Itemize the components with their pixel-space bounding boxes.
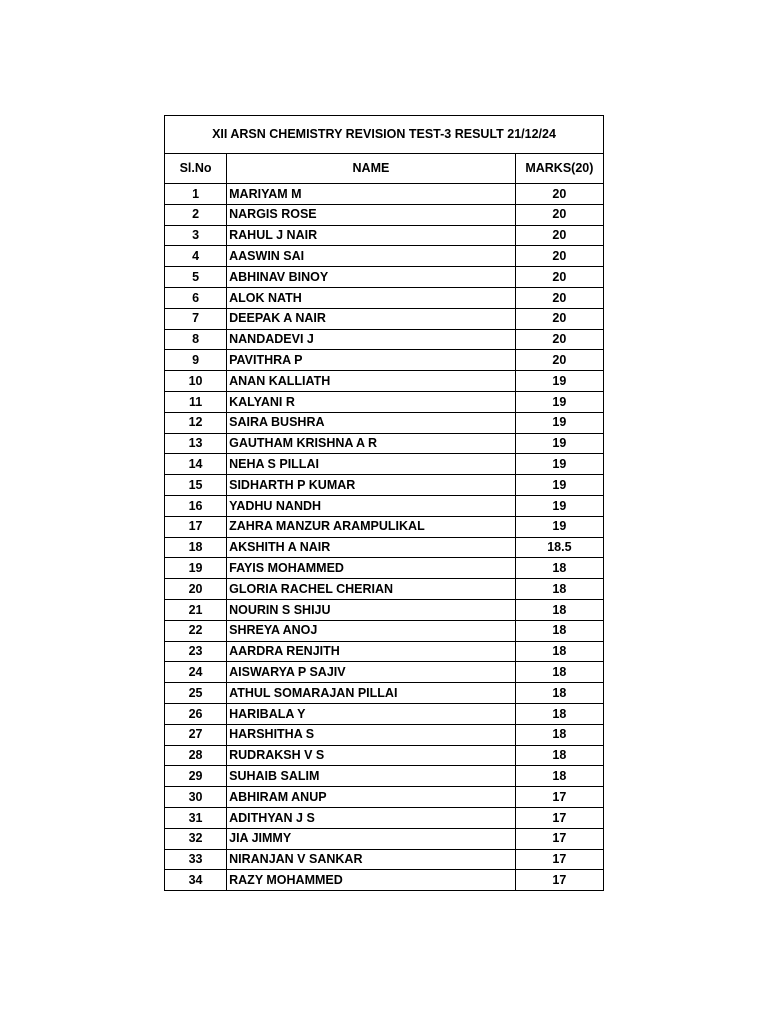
sl-no-cell: 13 (165, 433, 227, 454)
sl-no-cell: 16 (165, 495, 227, 516)
marks-cell: 18 (515, 599, 603, 620)
marks-cell: 18 (515, 766, 603, 787)
table-row (165, 433, 604, 454)
marks-cell: 19 (515, 412, 603, 433)
sl-no-cell: 28 (165, 745, 227, 766)
name-cell: RAZY MOHAMMED (227, 870, 516, 891)
marks-cell: 19 (515, 391, 603, 412)
marks-cell: 17 (515, 807, 603, 828)
table-row (165, 662, 604, 683)
name-cell: RUDRAKSH V S (227, 745, 516, 766)
marks-cell: 20 (515, 204, 603, 225)
sl-no-cell: 31 (165, 807, 227, 828)
marks-cell: 18 (515, 641, 603, 662)
marks-cell: 18 (515, 703, 603, 724)
table-row (165, 828, 604, 849)
marks-cell: 18.5 (515, 537, 603, 558)
table-row (165, 745, 604, 766)
marks-cell: 20 (515, 350, 603, 371)
marks-cell: 20 (515, 329, 603, 350)
name-cell: ZAHRA MANZUR ARAMPULIKAL (227, 516, 516, 537)
name-cell: ANAN KALLIATH (227, 371, 516, 392)
sl-no-cell: 11 (165, 391, 227, 412)
marks-cell: 18 (515, 662, 603, 683)
sl-no-cell: 19 (165, 558, 227, 579)
table-row (165, 766, 604, 787)
sl-no-cell: 3 (165, 225, 227, 246)
sl-no-cell: 29 (165, 766, 227, 787)
marks-cell: 20 (515, 225, 603, 246)
sl-no-cell: 33 (165, 849, 227, 870)
table-row (165, 516, 604, 537)
marks-cell: 20 (515, 246, 603, 267)
table-row (165, 287, 604, 308)
marks-cell: 19 (515, 516, 603, 537)
name-cell: ALOK NATH (227, 287, 516, 308)
table-row (165, 703, 604, 724)
table-row (165, 371, 604, 392)
table-row (165, 724, 604, 745)
table-row (165, 412, 604, 433)
table-row (165, 641, 604, 662)
table-row (165, 329, 604, 350)
sl-no-cell: 8 (165, 329, 227, 350)
table-row (165, 391, 604, 412)
marks-cell: 20 (515, 267, 603, 288)
header-name: NAME (227, 154, 516, 184)
table-row (165, 184, 604, 205)
name-cell: HARSHITHA S (227, 724, 516, 745)
marks-cell: 19 (515, 475, 603, 496)
sl-no-cell: 9 (165, 350, 227, 371)
table-row (165, 787, 604, 808)
name-cell: HARIBALA Y (227, 703, 516, 724)
sl-no-cell: 23 (165, 641, 227, 662)
sl-no-cell: 22 (165, 620, 227, 641)
name-cell: JIA JIMMY (227, 828, 516, 849)
name-cell: NARGIS ROSE (227, 204, 516, 225)
sl-no-cell: 21 (165, 599, 227, 620)
table-row (165, 807, 604, 828)
name-cell: ATHUL SOMARAJAN PILLAI (227, 683, 516, 704)
table-row (165, 558, 604, 579)
table-row (165, 225, 604, 246)
marks-cell: 17 (515, 828, 603, 849)
sl-no-cell: 27 (165, 724, 227, 745)
name-cell: MARIYAM M (227, 184, 516, 205)
marks-cell: 19 (515, 454, 603, 475)
header-row (165, 154, 604, 184)
sl-no-cell: 30 (165, 787, 227, 808)
name-cell: YADHU NANDH (227, 495, 516, 516)
sl-no-cell: 5 (165, 267, 227, 288)
header-sl-no: Sl.No (165, 154, 227, 184)
marks-cell: 19 (515, 495, 603, 516)
table-row (165, 204, 604, 225)
name-cell: AASWIN SAI (227, 246, 516, 267)
table-row (165, 599, 604, 620)
table-row (165, 683, 604, 704)
name-cell: ABHIRAM ANUP (227, 787, 516, 808)
sl-no-cell: 15 (165, 475, 227, 496)
results-body (165, 184, 604, 891)
table-row (165, 475, 604, 496)
marks-cell: 17 (515, 849, 603, 870)
sl-no-cell: 34 (165, 870, 227, 891)
sl-no-cell: 4 (165, 246, 227, 267)
name-cell: ABHINAV BINOY (227, 267, 516, 288)
name-cell: GAUTHAM KRISHNA A R (227, 433, 516, 454)
marks-cell: 17 (515, 787, 603, 808)
sl-no-cell: 14 (165, 454, 227, 475)
name-cell: FAYIS MOHAMMED (227, 558, 516, 579)
table-row (165, 620, 604, 641)
name-cell: PAVITHRA P (227, 350, 516, 371)
sl-no-cell: 2 (165, 204, 227, 225)
sl-no-cell: 18 (165, 537, 227, 558)
sheet-title: XII ARSN CHEMISTRY REVISION TEST-3 RESULT 21/12/24 (165, 116, 604, 154)
name-cell: GLORIA RACHEL CHERIAN (227, 579, 516, 600)
name-cell: KALYANI R (227, 391, 516, 412)
sl-no-cell: 25 (165, 683, 227, 704)
marks-cell: 19 (515, 433, 603, 454)
table-row (165, 579, 604, 600)
name-cell: AISWARYA P SAJIV (227, 662, 516, 683)
sl-no-cell: 1 (165, 184, 227, 205)
sl-no-cell: 17 (165, 516, 227, 537)
title-row (165, 116, 604, 154)
sl-no-cell: 10 (165, 371, 227, 392)
name-cell: SAIRA BUSHRA (227, 412, 516, 433)
sl-no-cell: 6 (165, 287, 227, 308)
table-row (165, 537, 604, 558)
marks-cell: 18 (515, 683, 603, 704)
sl-no-cell: 26 (165, 703, 227, 724)
sl-no-cell: 32 (165, 828, 227, 849)
sl-no-cell: 7 (165, 308, 227, 329)
name-cell: NEHA S PILLAI (227, 454, 516, 475)
marks-cell: 17 (515, 870, 603, 891)
sl-no-cell: 12 (165, 412, 227, 433)
name-cell: AKSHITH A NAIR (227, 537, 516, 558)
marks-cell: 18 (515, 724, 603, 745)
name-cell: SUHAIB SALIM (227, 766, 516, 787)
marks-cell: 19 (515, 371, 603, 392)
marks-cell: 20 (515, 184, 603, 205)
name-cell: NIRANJAN V SANKAR (227, 849, 516, 870)
marks-cell: 18 (515, 745, 603, 766)
name-cell: SIDHARTH P KUMAR (227, 475, 516, 496)
marks-cell: 18 (515, 620, 603, 641)
table-row (165, 246, 604, 267)
table-row (165, 454, 604, 475)
name-cell: NANDADEVI J (227, 329, 516, 350)
sl-no-cell: 24 (165, 662, 227, 683)
table-row (165, 495, 604, 516)
marks-cell: 20 (515, 287, 603, 308)
marks-cell: 20 (515, 308, 603, 329)
name-cell: ADITHYAN J S (227, 807, 516, 828)
results-table (164, 115, 604, 891)
table-row (165, 849, 604, 870)
name-cell: AARDRA RENJITH (227, 641, 516, 662)
table-row (165, 267, 604, 288)
sl-no-cell: 20 (165, 579, 227, 600)
table-row (165, 350, 604, 371)
name-cell: NOURIN S SHIJU (227, 599, 516, 620)
marks-cell: 18 (515, 558, 603, 579)
name-cell: SHREYA ANOJ (227, 620, 516, 641)
header-marks: MARKS(20) (515, 154, 603, 184)
table-row (165, 308, 604, 329)
marks-cell: 18 (515, 579, 603, 600)
table-row (165, 870, 604, 891)
name-cell: DEEPAK A NAIR (227, 308, 516, 329)
name-cell: RAHUL J NAIR (227, 225, 516, 246)
